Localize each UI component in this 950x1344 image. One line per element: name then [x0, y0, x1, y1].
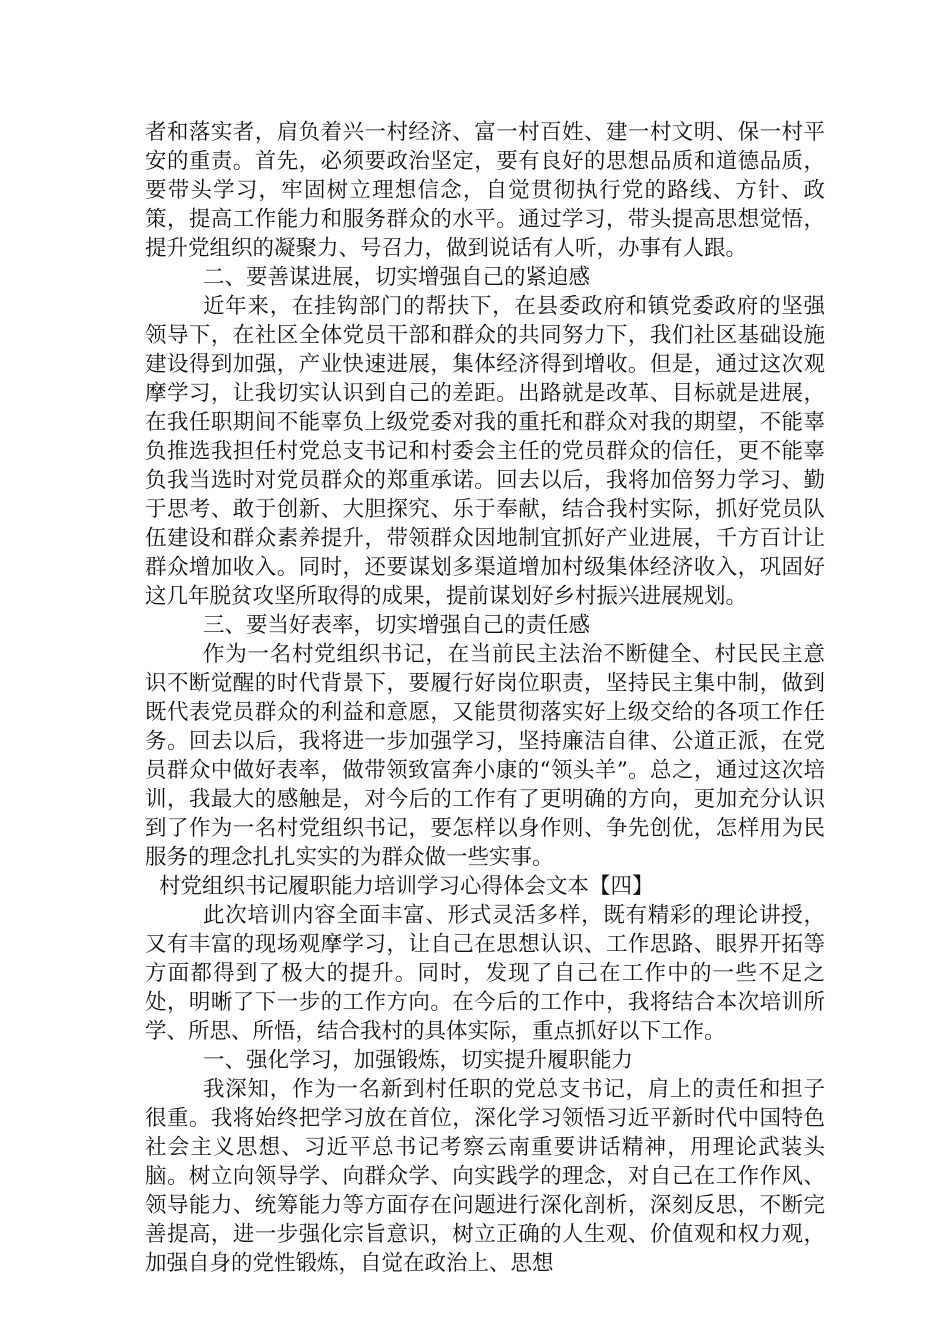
paragraph-training-intro: 此次培训内容全面丰富、形式灵活多样，既有精彩的理论讲授，又有丰富的现场观摩学习，让自己在思想认识、工作思路、眼界开拓等方面都得到了极大的提升。同时，发现了自己在工作中的一些不足之处，明晰了下一步的工作方向。在今后的工作中，我将结合本次培训所学、所思、所悟，结合我村的具体实际，重点抓好以下工作。 [145, 903, 825, 1044]
paragraph-study: 我深知，作为一名新到村任职的党总支书记，肩上的责任和担子很重。我将始终把学习放在首位，深化学习领悟习近平新时代中国特色社会主义思想、习近平总书记考察云南重要讲话精神，用理论武装头脑。树立向领导学、向群众学、向实践学的理念，对自己在工作作风、领导能力、统筹能力等方面存在问题进行深化剖析，深刻反思，不断完善提高，进一步强化宗旨意识，树立正确的人生观、价值观和权力观，加强自身的党性锻炼，自觉在政治上、思想 [145, 1077, 825, 1276]
section-heading-1: 一、强化学习，加强锻炼，切实提升履职能力 [203, 1048, 634, 1073]
paragraph-role-model: 作为一名村党组织书记，在当前民主法治不断健全、村民民主意识不断觉醒的时代背景下，要履行好岗位职责，坚持民主集中制，做到既代表党员群众的利益和意愿，又能贯彻落实好上级交给的各项工作任务。回去以后，我将进一步加强学习，坚持廉洁自律、公道正派，在党员群众中做好表率，做带领致富奔小康的“领头羊”。总之，通过这次培训，我最大的感触是，对今后的工作有了更明确的方向，更加充分认识到了作为一名村党组织书记，要怎样以身作则、争先创优，怎样用为民服务的理念扎扎实实的为群众做一些实事。 [145, 642, 825, 870]
document-page [145, 118, 825, 1278]
paragraph-development: 近年来，在挂钩部门的帮扶下，在县委政府和镇党委政府的坚强领导下，在社区全体党员干部和群众的共同努力下，我们社区基础设施建设得到加强，产业快速进展，集体经济得到增收。但是，通过这次观摩学习，让我切实认识到自己的差距。出路就是改革、目标就是进展，在我任职期间不能辜负上级党委对我的重托和群众对我的期望，不能辜负推选我担任村党总支书记和村委会主任的党员群众的信任，更不能辜负我当选时对党员群众的郑重承诺。回去以后，我将加倍努力学习、勤于思考、敢于创新、大胆探究、乐于奉献，结合我村实际，抓好党员队伍建设和群众素养提升，带领群众因地制宜抓好产业进展，千方百计让群众增加收入。同时，还要谋划多渠道增加村级集体经济收入，巩固好这几年脱贫攻坚所取得的成果，提前谋划好乡村振兴进展规划。 [145, 294, 825, 609]
section-heading-2: 二、要善谋进展，切实增强自己的紧迫感 [203, 265, 591, 290]
article-title-4: 村党组织书记履职能力培训学习心得体会文本【四】 [159, 874, 654, 899]
section-heading-3: 三、要当好表率，切实增强自己的责任感 [203, 613, 591, 638]
paragraph-continuation: 者和落实者，肩负着兴一村经济、富一村百姓、建一村文明、保一村平安的重责。首先，必须要政治坚定，要有良好的思想品质和道德品质，要带头学习，牢固树立理想信念，自觉贯彻执行党的路线、方针、政策，提高工作能力和服务群众的水平。通过学习，带头提高思想觉悟，提升党组织的凝聚力、号召力，做到说话有人听，办事有人跟。 [145, 120, 825, 261]
